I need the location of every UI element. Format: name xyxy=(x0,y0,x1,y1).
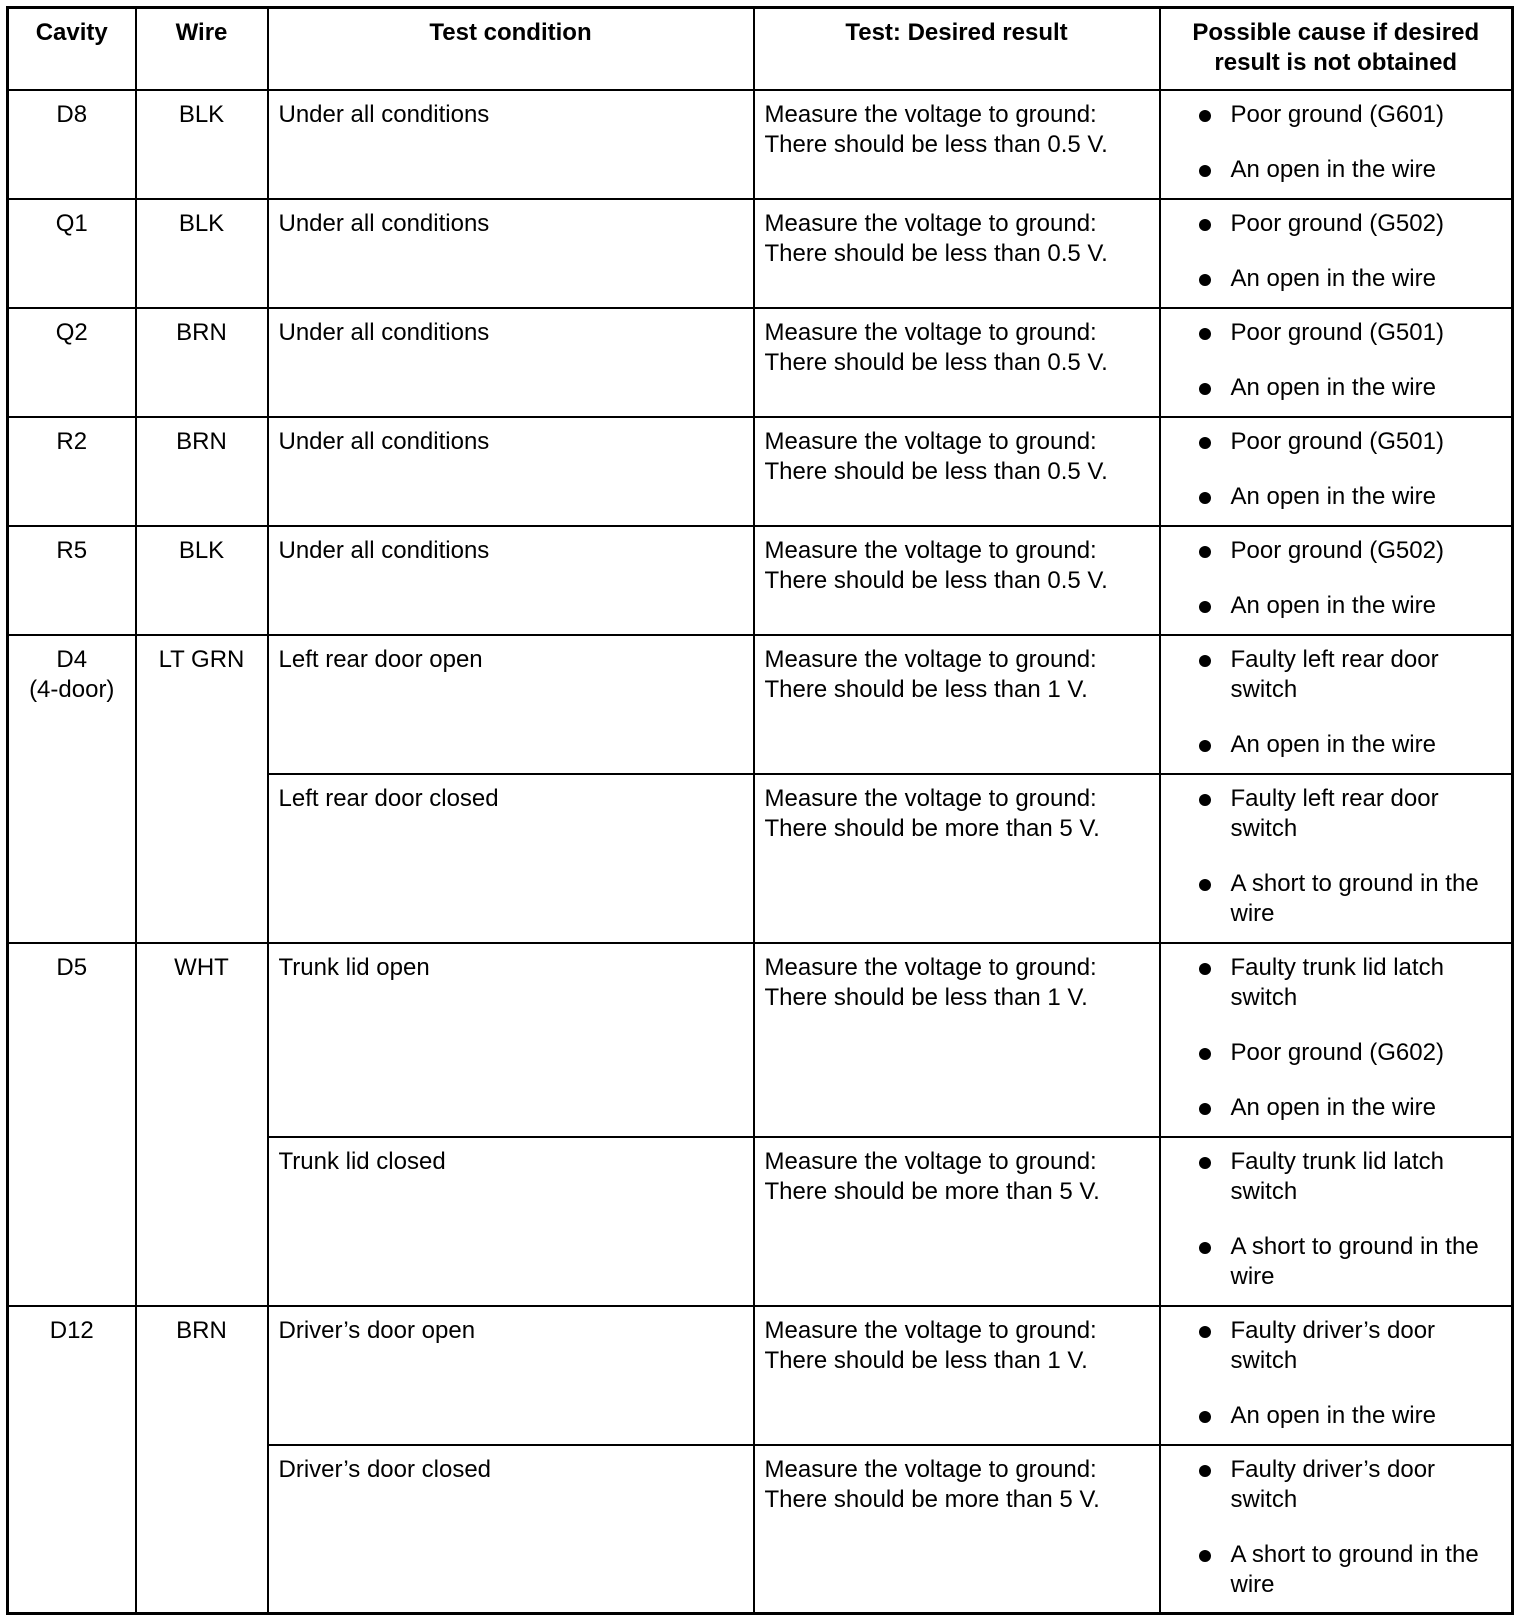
possible-cause-cell xyxy=(1160,1445,1513,1614)
list-item: An open in the wire xyxy=(1171,1093,1502,1123)
list-item: Poor ground (G501) xyxy=(1171,318,1502,348)
table-row xyxy=(8,199,1513,308)
list-item: Faulty left rear door switch xyxy=(1171,645,1502,705)
list-item: An open in the wire xyxy=(1171,591,1502,621)
table-row xyxy=(8,526,1513,635)
header-test-condition: Test condition xyxy=(268,8,754,90)
list-item: Faulty trunk lid latch switch xyxy=(1171,953,1502,1013)
possible-cause-cell xyxy=(1160,308,1513,417)
list-item: A short to ground in the wire xyxy=(1171,1232,1502,1292)
cavity-note: (4-door) xyxy=(29,675,115,703)
wire-cell: BRN xyxy=(136,417,268,526)
list-item: Faulty driver’s door switch xyxy=(1171,1455,1502,1515)
possible-cause-cell xyxy=(1160,774,1513,943)
cavity-cell: D8 xyxy=(8,90,136,199)
list-item: Faulty driver’s door switch xyxy=(1171,1316,1502,1376)
list-item: An open in the wire xyxy=(1171,155,1502,185)
list-item: Poor ground (G602) xyxy=(1171,1038,1502,1068)
wire-test-table xyxy=(6,6,1514,1615)
wire-cell: BLK xyxy=(136,526,268,635)
test-condition-cell: Under all conditions xyxy=(268,90,754,199)
desired-result-cell: Measure the voltage to ground: There should be less than 0.5 V. xyxy=(754,308,1160,417)
test-condition-cell: Under all conditions xyxy=(268,417,754,526)
table-row xyxy=(8,943,1513,1137)
wire-cell: WHT xyxy=(136,943,268,1306)
table-row xyxy=(8,417,1513,526)
cavity-cell: R2 xyxy=(8,417,136,526)
wire-cell: LT GRN xyxy=(136,635,268,943)
desired-result-cell: Measure the voltage to ground: There should be less than 0.5 V. xyxy=(754,90,1160,199)
wire-cell: BRN xyxy=(136,308,268,417)
list-item: Faulty left rear door switch xyxy=(1171,784,1502,844)
cavity-cell: D12 xyxy=(8,1306,136,1614)
header-cavity: Cavity xyxy=(8,8,136,90)
cavity-cell: D5 xyxy=(8,943,136,1306)
list-item: Poor ground (G502) xyxy=(1171,536,1502,566)
test-condition-cell: Left rear door closed xyxy=(268,774,754,943)
desired-result-cell: Measure the voltage to ground: There should be less than 0.5 V. xyxy=(754,526,1160,635)
possible-cause-cell xyxy=(1160,417,1513,526)
list-item: Poor ground (G601) xyxy=(1171,100,1502,130)
list-item: Poor ground (G502) xyxy=(1171,209,1502,239)
list-item: A short to ground in the wire xyxy=(1171,1540,1502,1600)
test-condition-cell: Trunk lid open xyxy=(268,943,754,1137)
possible-cause-cell xyxy=(1160,943,1513,1137)
table-row xyxy=(8,635,1513,774)
list-item: An open in the wire xyxy=(1171,373,1502,403)
list-item: Poor ground (G501) xyxy=(1171,427,1502,457)
possible-cause-cell xyxy=(1160,90,1513,199)
test-condition-cell: Driver’s door closed xyxy=(268,1445,754,1614)
wire-cell: BLK xyxy=(136,90,268,199)
desired-result-cell: Measure the voltage to ground: There should be less than 1 V. xyxy=(754,943,1160,1137)
cavity-cell: R5 xyxy=(8,526,136,635)
list-item: An open in the wire xyxy=(1171,1401,1502,1431)
list-item: An open in the wire xyxy=(1171,482,1502,512)
list-item: Faulty trunk lid latch switch xyxy=(1171,1147,1502,1207)
test-condition-cell: Left rear door open xyxy=(268,635,754,774)
header-possible-cause: Possible cause if desired result is not obtained xyxy=(1160,8,1513,90)
desired-result-cell: Measure the voltage to ground: There should be more than 5 V. xyxy=(754,1445,1160,1614)
possible-cause-cell xyxy=(1160,1137,1513,1306)
desired-result-cell: Measure the voltage to ground: There should be more than 5 V. xyxy=(754,1137,1160,1306)
desired-result-cell: Measure the voltage to ground: There should be less than 1 V. xyxy=(754,635,1160,774)
test-condition-cell: Driver’s door open xyxy=(268,1306,754,1445)
desired-result-cell: Measure the voltage to ground: There should be more than 5 V. xyxy=(754,774,1160,943)
desired-result-cell: Measure the voltage to ground: There should be less than 1 V. xyxy=(754,1306,1160,1445)
possible-cause-cell xyxy=(1160,199,1513,308)
wire-cell: BRN xyxy=(136,1306,268,1614)
table-row xyxy=(8,1306,1513,1445)
list-item: An open in the wire xyxy=(1171,264,1502,294)
test-condition-cell: Under all conditions xyxy=(268,199,754,308)
table-row xyxy=(8,308,1513,417)
test-condition-cell: Under all conditions xyxy=(268,526,754,635)
cavity-cell: Q2 xyxy=(8,308,136,417)
cavity-cell: Q1 xyxy=(8,199,136,308)
possible-cause-cell xyxy=(1160,635,1513,774)
list-item: An open in the wire xyxy=(1171,730,1502,760)
wire-cell: BLK xyxy=(136,199,268,308)
header-desired-result: Test: Desired result xyxy=(754,8,1160,90)
possible-cause-cell xyxy=(1160,1306,1513,1445)
test-condition-cell: Trunk lid closed xyxy=(268,1137,754,1306)
test-condition-cell: Under all conditions xyxy=(268,308,754,417)
desired-result-cell: Measure the voltage to ground: There should be less than 0.5 V. xyxy=(754,417,1160,526)
desired-result-cell: Measure the voltage to ground: There should be less than 0.5 V. xyxy=(754,199,1160,308)
possible-cause-cell xyxy=(1160,526,1513,635)
header-wire: Wire xyxy=(136,8,268,90)
table-row xyxy=(8,90,1513,199)
list-item: A short to ground in the wire xyxy=(1171,869,1502,929)
cavity-cell: D4 (4-door) xyxy=(8,635,136,943)
